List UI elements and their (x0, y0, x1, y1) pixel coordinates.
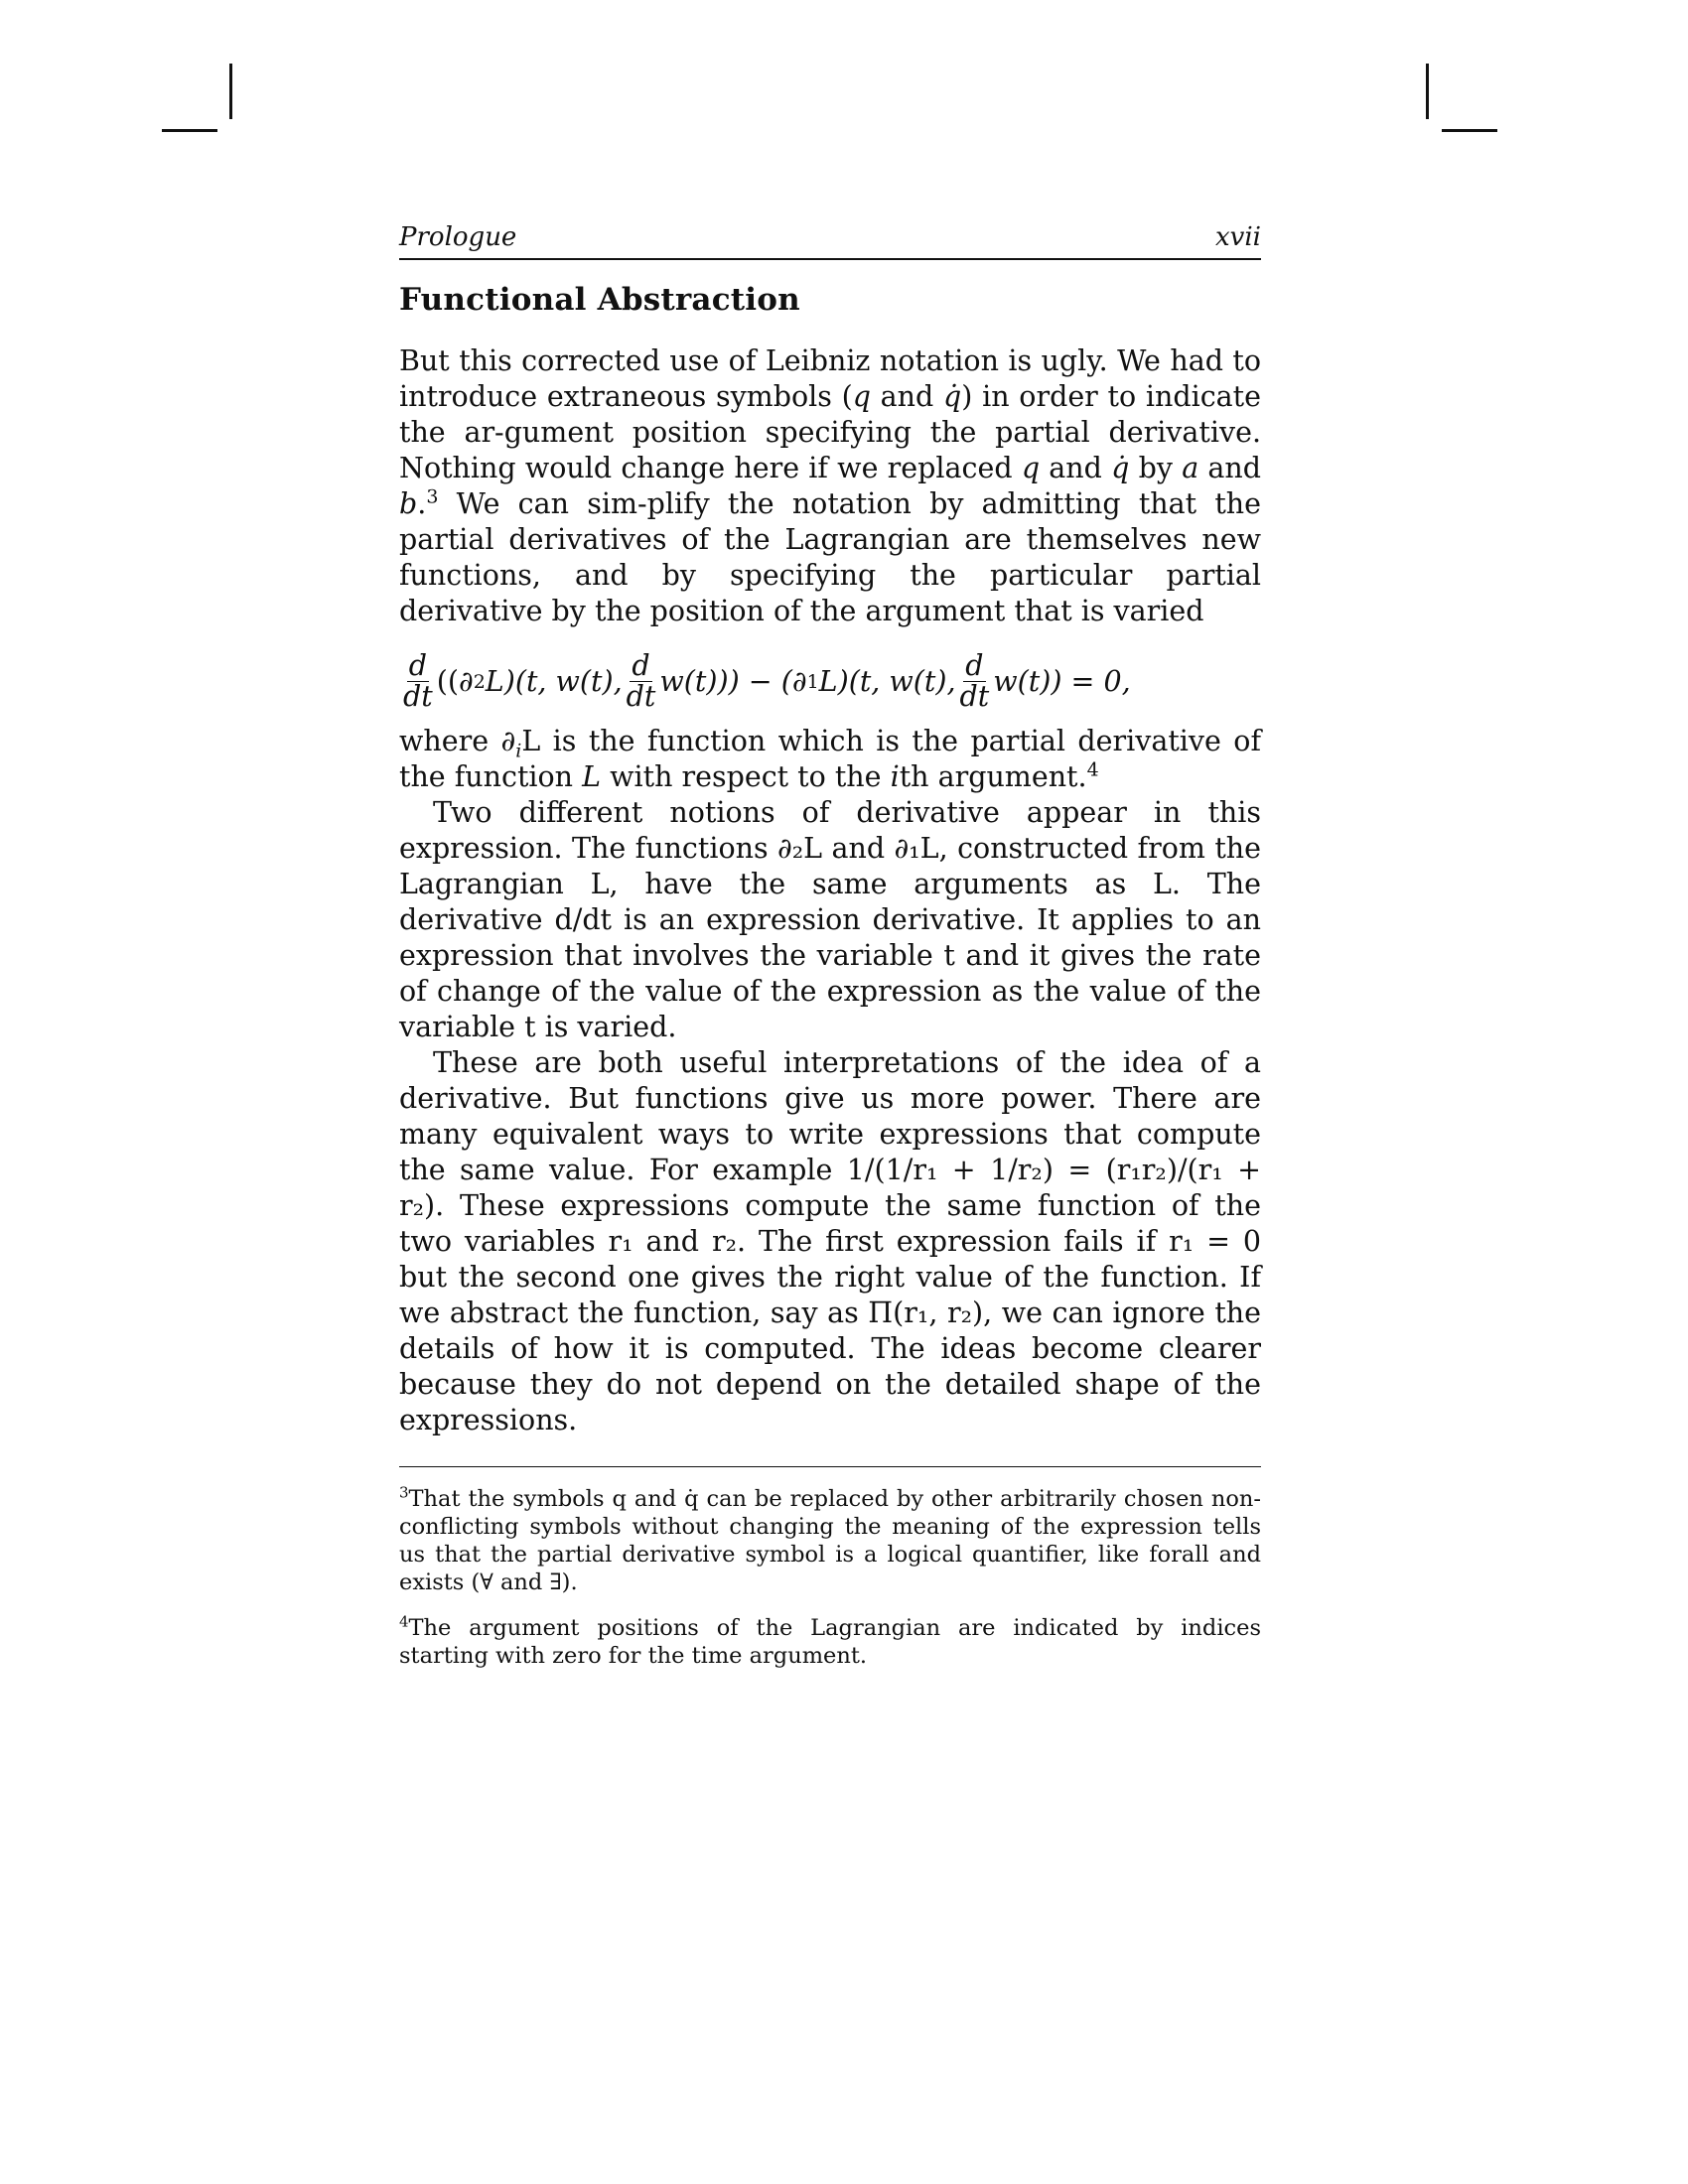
p1-sym-q2: q (1021, 452, 1041, 484)
p1-sym-qdot: q̇ (943, 380, 962, 413)
eq-part-4: L)(t, w(t), (818, 665, 956, 698)
eq-frac-num: d (632, 649, 650, 682)
running-head (399, 222, 1261, 260)
eq-frac-den: dt (959, 680, 990, 713)
p2-sub-i: i (515, 740, 522, 762)
footnote-3 (399, 1485, 1261, 1596)
footnote-ref-4[interactable]: 4 (1086, 758, 1099, 781)
p1-text-b: ) in order to indicate the ar-gument position specifying the partial derivative. Nothing would change here if we replaced (399, 380, 1261, 484)
p1-sym-a: a (1182, 452, 1199, 484)
eq-frac-den: dt (626, 680, 656, 713)
p2-text-b: L is the function which is the partial derivative of the function (399, 725, 1261, 793)
p2-sym-L: L (582, 760, 602, 793)
p2-text-a: where ∂ (399, 725, 516, 757)
crop-mark-top-left-vertical (229, 64, 232, 119)
eq-part-3: w(t))) − (∂ (659, 665, 807, 698)
footnote-divider (399, 1466, 1261, 1467)
p2-text-c: with respect to the (601, 760, 891, 793)
p2-sym-i: i (890, 760, 900, 793)
eq-frac-den: dt (403, 680, 433, 713)
eq-part-1: ((∂ (436, 665, 474, 698)
euler-lagrange-equation: $\frac{d}{dt}$ ((∂ 2 L)(t, w(t), $\frac{d}{dt}$ w(t))) − (∂ 1 L)(t, w(t), $\frac{d}{dt}$ w(t)) = 0, (403, 649, 1131, 713)
paragraph-4: These are both useful interpretations of the idea of a derivative. But functions give us more power. There are many equivalent ways to write expressions that compute the same value. For example 1/(1/r₁ + 1/r₂) = (r₁r₂)/(r₁ + r₂). These expressions compute the same function of the two variables r₁ and r₂. The first expression fails if r₁ = 0 but the second one gives the right value of the function. If we abstract the function, say as Π(r₁, r₂), we can ignore the details of how it is computed. The ideas become clearer because they do not depend on the detailed shape of the expressions. (399, 1046, 1261, 1436)
footnote-3-text: That the symbols q and q̇ can be replaced by other arbitrarily chosen non-conflicting symbols without changing the meaning of the expression tells us that the partial derivative symbol is a logical quantifier, like forall and exists (∀ and ∃). (399, 1486, 1261, 1595)
p1-text-a: But this corrected use of Leibniz notation is ugly. We had to introduce extraneous symbols ( (399, 344, 1261, 413)
p1-sym-qdot2: q̇ (1111, 452, 1130, 484)
eq-frac-num: d (408, 649, 427, 682)
paragraph-2 (399, 724, 1261, 795)
footnote-4-text: The argument positions of the Lagrangian are indicated by indices starting with zero for the time argument. (399, 1615, 1261, 1669)
running-head-page-number: xvii (1215, 222, 1261, 252)
p1-sym-b: b (399, 487, 418, 520)
crop-mark-top-right-vertical (1426, 64, 1429, 119)
p1-text-and2: and (1040, 452, 1112, 484)
paragraph-1 (399, 343, 1261, 629)
eq-fraction-d-dt-2 (625, 651, 658, 712)
crop-mark-top-left-horizontal (162, 129, 217, 132)
running-head-chapter: Prologue (399, 222, 517, 252)
p1-text-and3: and (1198, 452, 1262, 484)
footnote-4 (399, 1614, 1261, 1670)
p1-text-and: and (870, 380, 943, 413)
crop-mark-top-right-horizontal (1442, 129, 1497, 132)
section-title: Functional Abstraction (399, 282, 800, 318)
p1-period: . (417, 487, 427, 520)
eq-frac-num: d (965, 649, 984, 682)
footnote-mark-3: 3 (399, 1483, 409, 1502)
eq-fraction-d-dt-3 (958, 651, 992, 712)
eq-part-5: w(t)) = 0, (993, 665, 1131, 698)
footnote-mark-4: 4 (399, 1612, 409, 1631)
p1-text-c: We can sim-plify the notation by admitting that the partial derivatives of the Lagrangian are themselves new functions, and by specifying the particular partial derivative by the position of the argument that is varied (399, 487, 1261, 627)
eq-part-2: L)(t, w(t), (485, 665, 623, 698)
p1-text-by: by (1129, 452, 1183, 484)
footnote-ref-3[interactable]: 3 (426, 485, 439, 508)
p2-text-d: th argument. (899, 760, 1087, 793)
page-body (399, 222, 1261, 1688)
eq-fraction-d-dt-1 (401, 651, 435, 712)
paragraph-3: Two different notions of derivative appear in this expression. The functions ∂₂L and ∂₁L, constructed from the Lagrangian L, have the same arguments as L. The derivative d/dt is an expression derivative. It applies to an expression that involves the variable t and it gives the rate of change of the value of the expression as the value of the variable t is varied. (399, 796, 1261, 1043)
p1-sym-q: q (852, 380, 871, 413)
